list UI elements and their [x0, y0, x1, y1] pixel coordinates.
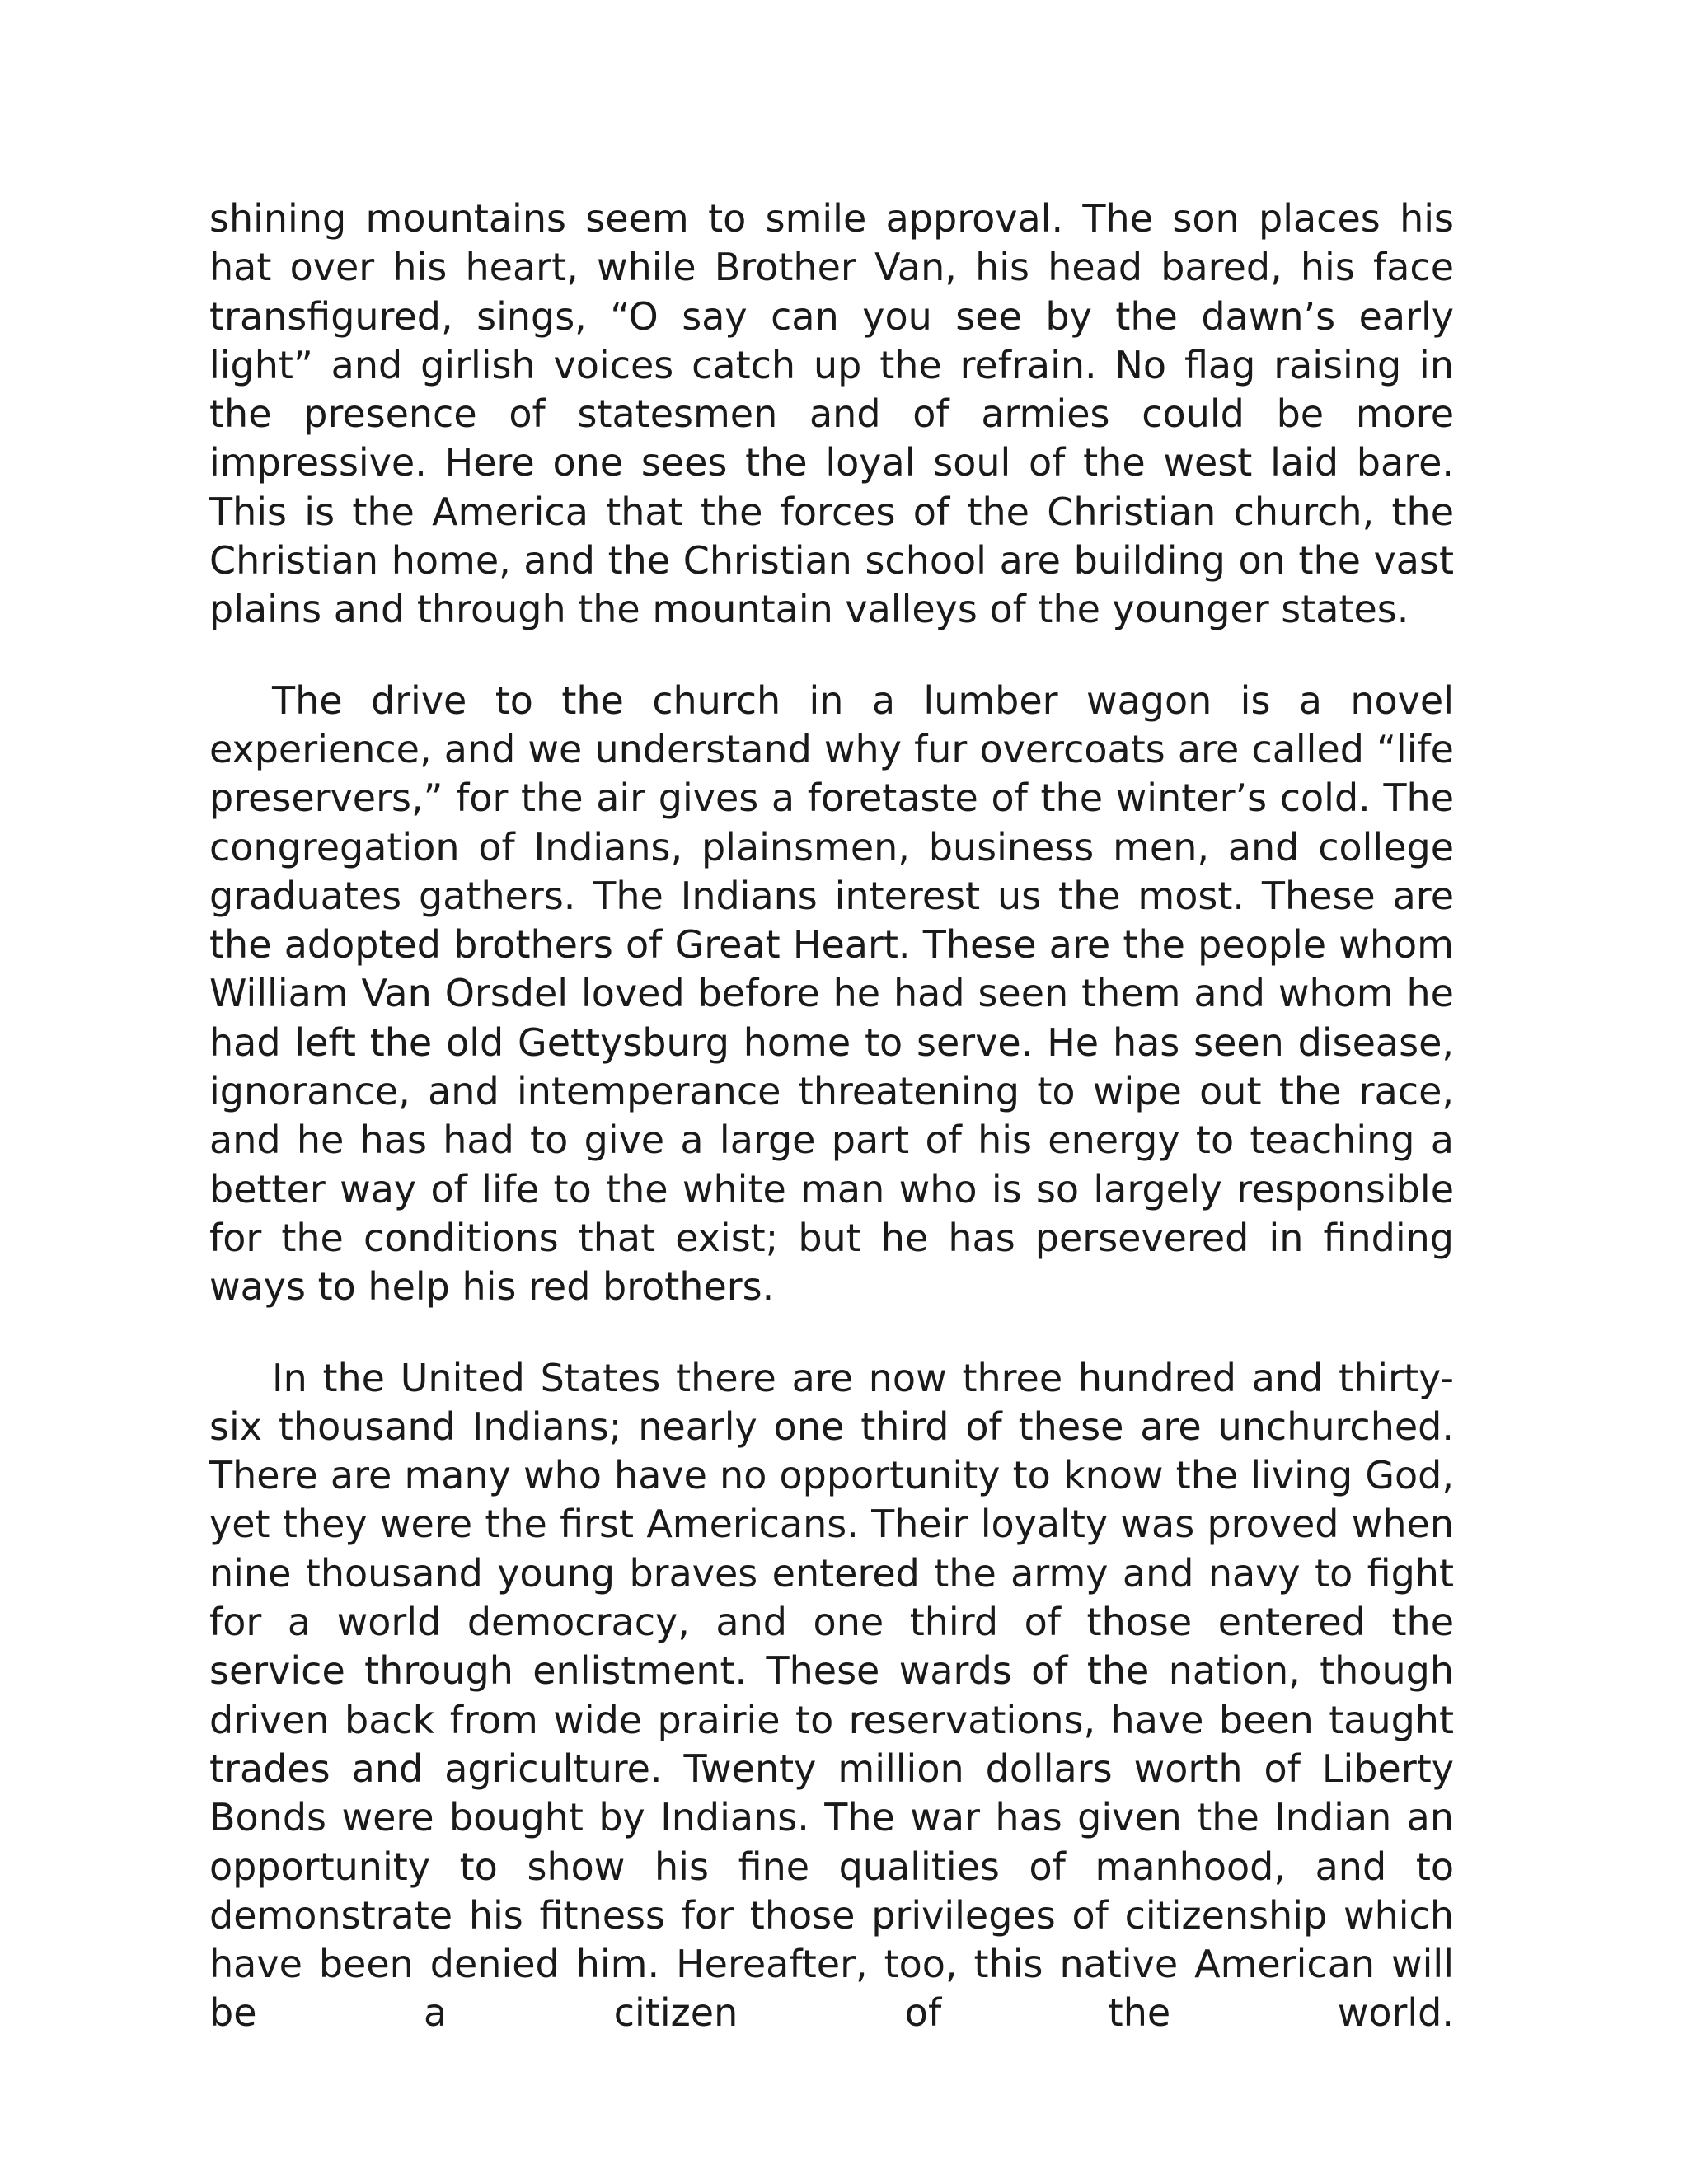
paragraph-1: shining mountains seem to smile approval. The son places his hat over his heart, while Brother Van, his head bared, his face transfigured, sings, “O say can you see by the dawn’s early light” and girlish voices catch up the refrain. No flag raising in the presence of statesmen and of armies could be more impressive. Here one sees the loyal soul of the west laid bare. This is the America that the forces of the Christian church, the Christian home, and the Christian school are building on the vast plains and through the mountain valleys of the younger states.	[209, 196, 1454, 632]
body-text	[209, 194, 1454, 2038]
paragraph-2: The drive to the church in a lumber wagon is a novel experience, and we understand why fur overcoats are called “life preservers,” for the air gives a foretaste of the winter’s cold. The congregation of Indians, plainsmen, business men, and college graduates gathers. The Indians interest us the most. These are the adopted brothers of Great Heart. These are the people whom William Van Orsdel loved before he had seen them and whom he had left the old Gettysburg home to serve. He has seen disease, ignorance, and intemperance threatening to wipe out the race, and he has had to give a large part of his energy to teaching a better way of life to the white man who is so largely responsible for the conditions that exist; but he has persevered in finding ways to help his red brothers.	[209, 677, 1454, 1310]
paragraph-3: In the United States there are now three hundred and thirty-six thousand Indians; nearly one third of these are unchurched. There are many who have no opportunity to know the living God, yet they were the first Americans. Their loyalty was proved when nine thousand young braves entered the army and navy to fight for a world democracy, and one third of those entered the service through enlistment. These wards of the nation, though driven back from wide prairie to reservations, have been taught trades and agriculture. Twenty million dollars worth of Liberty Bonds were bought by Indians. The war has given the Indian an opportunity to show his fine qualities of manhood, and to demonstrate his fitness for those privileges of citizenship which have been denied him. Hereafter, too, this native American will be a citizen of the world.	[209, 1355, 1454, 2036]
